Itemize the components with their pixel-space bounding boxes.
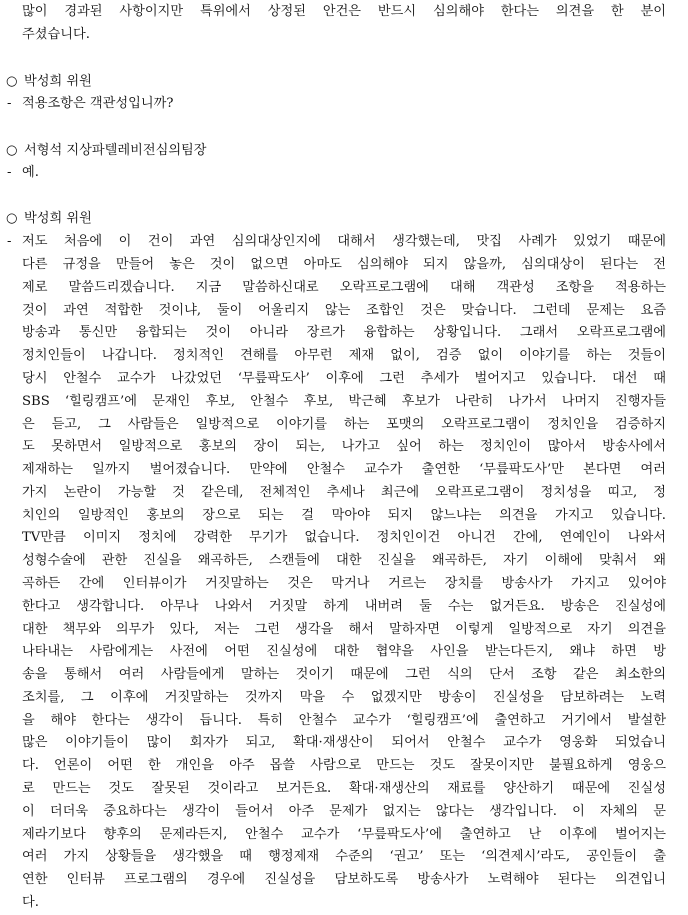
statement-line: TV만큼 이미지 정치에 강력한 무기가 없습니다. 정치인이건 아니건 간에, 연예인이 나와서 (22, 530, 666, 546)
statement-line: 다. (22, 894, 39, 910)
circle-bullet-icon: ○ (6, 211, 18, 226)
statement-line: 여러 가지 상황들을 생각했을 때 행정제재 수준의 ‘권고’ 또는 ‘의견제시’라도, 공인들이 출 (22, 849, 666, 865)
statement-line: 을 해야 한다는 생각이 듭니다. 특히 안철수 교수가 ‘힐링캠프’에 출연하고 거기에서 발설한 (22, 712, 666, 728)
statement-line: 대한 책무와 의무가 있다, 저는 그런 생각을 해서 말하자면 이렇게 일방적으로 자기 의견을 (22, 621, 666, 637)
statement-line: 치인의 일방적인 홍보의 장으로 되는 걸 막아야 되지 않느냐는 의견을 가지고 있습니다. (22, 507, 666, 523)
statement-text: 저도 처음에 이 건이 과연 심의대상인지에 대해서 생각했는데, 맛집 사례가 있었기 때문에 (22, 234, 666, 249)
dash-marker: - (7, 234, 12, 249)
statement-line: 조치를, 그 이후에 거짓말하는 것까지 막을 수 없겠지만 방송이 진실성을 담보하려는 노력 (22, 689, 666, 705)
statement-line: 많은 이야기들이 많이 회자가 되고, 확대·재생산이 되어서 안철수 교수가 영웅화 되었습니 (22, 735, 666, 751)
statement-line: 도 못하면서 일방적으로 홍보의 장이 되는, 나가고 싶어 하는 정치인이 많아서 방송사에서 (22, 439, 666, 455)
statement-line: 것이 과연 적합한 것이냐, 둘이 어울리지 않는 조합인 것은 맞습니다. 그런데 문제는 요즘 (22, 302, 666, 318)
statement-line (0, 231, 688, 254)
speaker-heading (0, 208, 688, 231)
statement-line: 제로 말씀드리겠습니다. 지금 말씀하신대로 오락프로그램에 대해 객관성 조항을 적용하는 (22, 279, 666, 295)
statement-line: 은 듣고, 그 사람들은 일방적으로 이야기를 하는 포맷의 오락프로그램이 정치인을 검증하지 (22, 416, 666, 432)
circle-bullet-icon: ○ (6, 74, 18, 89)
speaker-name: 박성희 위원 (24, 74, 92, 89)
statement-line: 정치인들이 나갑니다. 정치적인 견해를 아무런 제재 없이, 검증 없이 이야기를 하는 것들이 (22, 348, 666, 364)
statement-line: 제재하는 일까지 벌어졌습니다. 만약에 안철수 교수가 출연한 ‘무릎팍도사’만 본다면 여러 (22, 462, 666, 477)
intro-line: 주셨습니다. (22, 27, 90, 42)
statement-line: 곡하든 간에 인터뷰이가 거짓말하는 것은 막거나 거르는 장치를 방송사가 가지고 있어야 (22, 575, 666, 591)
speaker-name: 서형석 지상파텔레비전심의팀장 (24, 143, 207, 158)
circle-bullet-icon: ○ (6, 143, 18, 158)
statement-line: 이 더더욱 중요하다는 생각이 들어서 아주 문제가 없지는 않다는 생각입니다. 이 자체의 문 (22, 803, 666, 819)
statement-text: 예. (22, 165, 39, 180)
statement-line (0, 93, 688, 116)
speaker-heading (0, 140, 688, 163)
statement-line: 로 만드는 것도 잘못된 것이라고 보거든요. 확대·재생산의 재료를 양산하기 때문에 진실성 (22, 780, 666, 796)
statement-line: 연한 인터뷰 프로그램의 경우에 진실성을 담보하도록 방송사가 노력해야 된다는 의견입니 (22, 872, 666, 888)
statement-line: 방송과 통신만 융합되는 것이 아니라 장르가 융합하는 상황입니다. 그래서 오락프로그램에 (22, 325, 666, 341)
dash-marker: - (7, 165, 12, 180)
statement-line: 나타내는 사람에게는 사전에 어떤 진실성에 대한 협약을 사인을 받는다든지, 왜냐 하면 방 (22, 644, 666, 660)
statement-line: 성형수술에 관한 진실을 왜곡하든, 스캔들에 대한 진실을 왜곡하든, 자기 이해에 맞춰서 왜 (22, 553, 666, 569)
statement-line: 다. 언론이 어떤 한 개인을 아주 몹쓸 사람으로 만드는 것도 잘못이지만 불필요하게 영웅으 (22, 758, 666, 774)
statement-line: 제라기보다 향후의 문제라든지, 안철수 교수가 ‘무릎팍도사’에 출연하고 난 이후에 벌어지는 (22, 826, 666, 842)
statement-line: 다른 규정을 만들어 놓은 것이 없으면 아마도 심의해야 되지 않을까, 심의대상이 된다는 전 (22, 257, 666, 272)
speaker-name: 박성희 위원 (24, 211, 92, 226)
statement-line: 가지 논란이 가능할 것 같은데, 전체적인 추세나 최근에 오락프로그램이 정치성을 띠고, 정 (22, 484, 666, 500)
statement-line: 송을 통해서 여러 사람들에게 말하는 것이기 때문에 그런 식의 단서 조항 같은 최소한의 (22, 667, 666, 682)
statement-line: 당시 안철수 교수가 나갔었던 ‘무릎팍도사’ 이후에 그런 추세가 벌어지고 있습니다. 대선 때 (22, 370, 666, 386)
statement-line: 한다고 생각합니다. 아무나 나와서 거짓말 하게 내버려 둘 수는 없거든요. 방송은 진실성에 (22, 598, 666, 614)
statement-text: 적용조항은 객관성입니까? (22, 96, 174, 111)
speaker-heading (0, 71, 688, 94)
statement-line: SBS ‘힐링캠프’에 문재인 후보, 안철수 후보, 박근혜 후보가 나란히 나가서 나머지 진행자들 (22, 393, 666, 409)
statement-line (0, 162, 688, 185)
intro-line: 많이 경과된 사항이지만 특위에서 상정된 안건은 반드시 심의해야 한다는 의견을 한 분이 (22, 4, 666, 19)
dash-marker: - (7, 96, 12, 111)
